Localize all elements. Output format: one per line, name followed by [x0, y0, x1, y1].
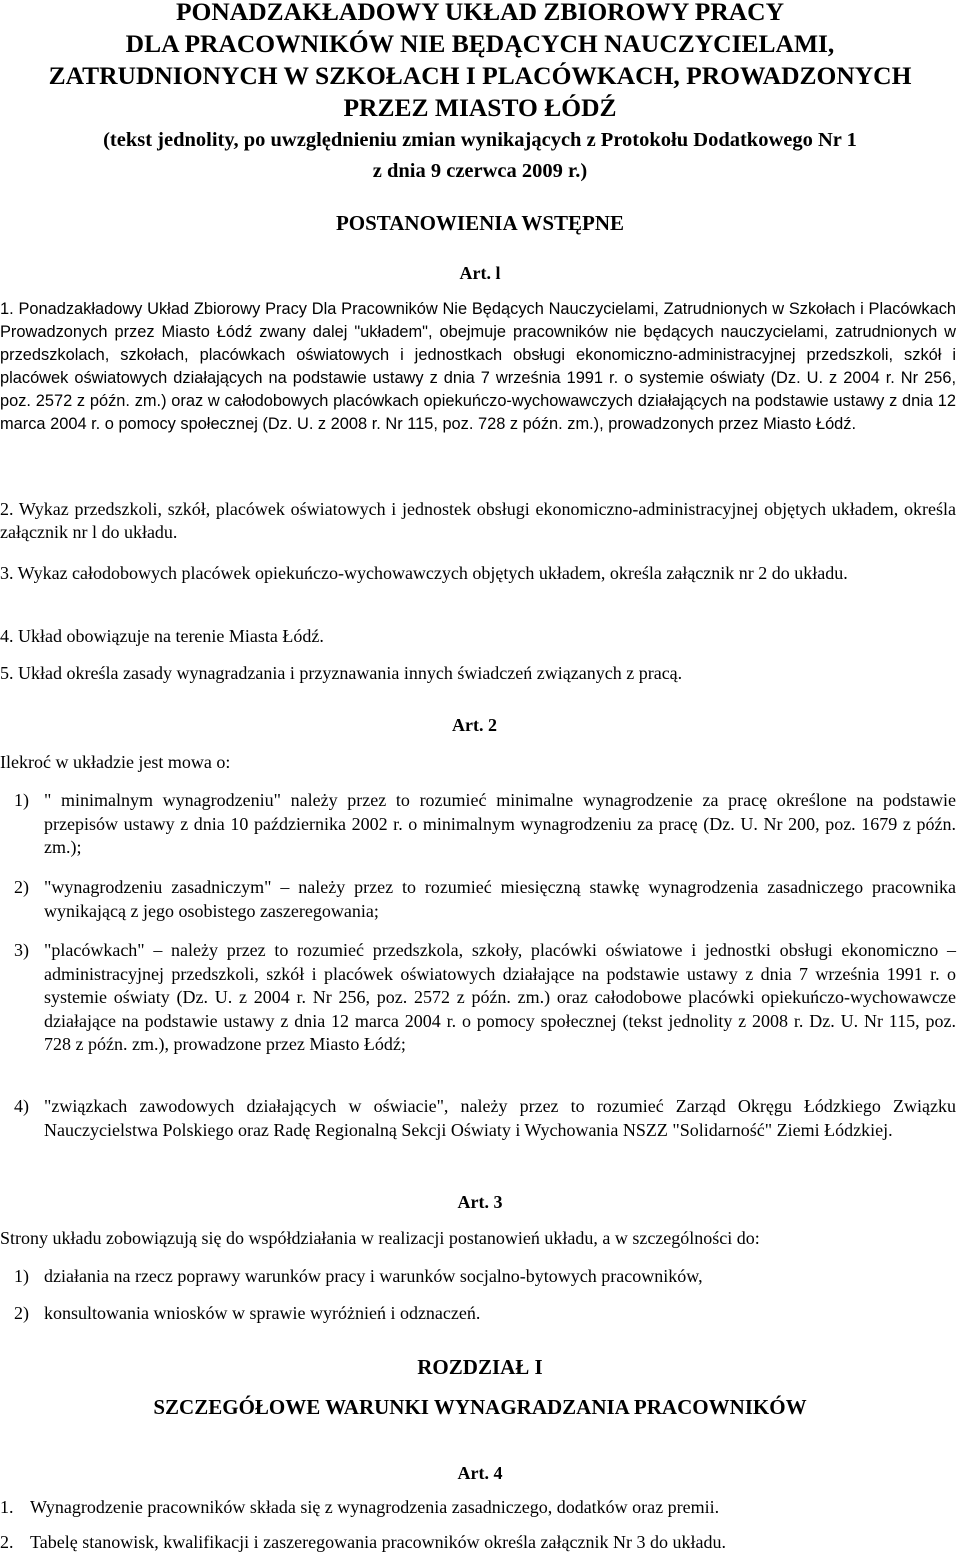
article-1-paragraph-4-text: 4. Układ obowiązuje na terenie Miasta Łódź. [0, 626, 324, 646]
article-2-heading: Art. 2 [452, 715, 497, 735]
article-2-intro: Ilekroć w układzie jest mowa o: [0, 752, 231, 772]
article-2-item-4-number: 4) [14, 1096, 29, 1116]
article-2-item-2-text: "wynagrodzeniu zasadniczym" – należy przez to rozumieć miesięczną stawkę wynagrodzenia zasadniczego pracownika wynikającą z jego osobistego zaszeregowania; [44, 877, 956, 921]
chapter-heading: ROZDZIAŁ I [417, 1355, 543, 1379]
document-title-line-3: ZATRUDNIONYCH W SZKOŁACH I PLACÓWKACH, PROWADZONYCH [48, 61, 912, 90]
article-2-item-1-text: " minimalnym wynagrodzeniu" należy przez to rozumieć minimalne wynagrodzenie za pracę określone na podstawie przepisów ustawy z dnia 10 października 2002 r. o minimalnym wynagrodzeniu za pracę (Dz. U. Nr 200, poz. 1679 z późn. zm.); [44, 790, 956, 857]
chapter-title: SZCZEGÓŁOWE WARUNKI WYNAGRADZANIA PRACOWNIKÓW [153, 1395, 807, 1419]
article-3-intro: Strony układu zobowiązują się do współdziałania w realizacji postanowień układu, a w szczególności do: [0, 1228, 760, 1248]
article-2-item-1-number: 1) [14, 790, 29, 810]
article-4-item-1 [0, 1496, 956, 1520]
article-1-paragraph-1-text: 1. Ponadzakładowy Układ Zbiorowy Pracy Dla Pracowników Nie Będących Nauczycielami, Zatrudnionych w Szkołach i Placówkach Prowadzonych przez Miasto Łódź zwany dalej "układem", obejmuje pracowników nie będących nauczycielami, zatrudnionych w przedszkolach, szkołach, placówkach oświatowych i jednostkach obsługi ekonomiczno-administracyjnej przedszkoli, szkół i placówek oświatowych działających na podstawie ustawy z dnia 7 września 1991 r. o systemie oświaty (Dz. U. z 2004 r. Nr 256, poz. 2572 z późn. zm.) oraz w całodobowych placówkach opiekuńczo-wychowawczych działających na podstawie ustawy z dnia 12 marca 2004 r. o pomocy społecznej (Dz. U. z 2008 r. Nr 115, poz. 728 z późn. zm.), prowadzonych przez Miasto Łódź. [0, 300, 956, 433]
document-title-line-2: DLA PRACOWNIKÓW NIE BĘDĄCYCH NAUCZYCIELAMI, [125, 29, 835, 58]
article-1-paragraph-2 [0, 498, 956, 544]
article-4-item-2-text: Tabelę stanowisk, kwalifikacji i zaszeregowania pracowników określa załącznik Nr 3 do układu. [30, 1532, 726, 1552]
article-2-item-3-text: "placówkach" – należy przez to rozumieć przedszkola, szkoły, placówki oświatowe i jednostki obsługi ekonomiczno – administracyjnej przedszkoli, szkół i placówek oświatowych działające na podstawie ustawy z dnia 7 września 1991 r. o systemie oświaty (Dz. U. z 2004 r. Nr 256, poz. 2572 z późn. zm.) oraz całodobowe placówki opiekuńczo-wychowawcze działające na podstawie ustawy z dnia 12 marca 2004 r. o pomocy społecznej (tekst jednolity z 2008 r. Dz. U. Nr 115, poz. 728 z późn. zm.), prowadzone przez Miasto Łódź; [44, 940, 956, 1054]
document-subtitle-line-2: z dnia 9 czerwca 2009 r.) [372, 160, 588, 182]
article-3-heading: Art. 3 [457, 1192, 503, 1212]
document-subtitle-line-1: (tekst jednolity, po uwzględnieniu zmian wynikających z Protokołu Dodatkowego Nr 1 [103, 129, 857, 151]
article-1-heading: Art. l [459, 263, 501, 283]
article-2-item-2 [14, 876, 956, 923]
document-title-line-1: PONADZAKŁADOWY UKŁAD ZBIOROWY PRACY [175, 0, 784, 26]
article-3-item-2 [14, 1302, 956, 1326]
article-3-item-1 [14, 1265, 956, 1289]
article-2-item-1 [14, 789, 956, 860]
article-1-paragraph-5-text: 5. Układ określa zasady wynagradzania i przyznawania innych świadczeń związanych z pracą. [0, 663, 683, 683]
article-1-paragraph-3 [0, 562, 956, 585]
article-3-item-1-number: 1) [14, 1266, 29, 1286]
article-3-item-1-text: działania na rzecz poprawy warunków pracy i warunków socjalno-bytowych pracowników, [44, 1266, 703, 1286]
article-1-paragraph-1 [0, 298, 956, 435]
article-4-item-1-number: 1. [0, 1497, 14, 1517]
article-1-paragraph-3-text: 3. Wykaz całodobowych placówek opiekuńczo-wychowawczych objętych układem, określa załącznik nr 2 do układu. [0, 563, 848, 583]
article-4-item-2 [0, 1531, 956, 1555]
article-1-paragraph-2-text: 2. Wykaz przedszkoli, szkół, placówek oświatowych i jednostek obsługi ekonomiczno-administracyjnej objętych układem, określa załącznik nr l do układu. [0, 499, 956, 542]
article-2-item-2-number: 2) [14, 877, 29, 897]
article-4-item-2-number: 2. [0, 1532, 14, 1552]
section-heading: POSTANOWIENIA WSTĘPNE [335, 211, 625, 235]
article-2-item-3 [14, 939, 956, 1057]
article-4-item-1-text: Wynagrodzenie pracowników składa się z wynagrodzenia zasadniczego, dodatków oraz premii. [30, 1497, 720, 1517]
article-2-item-4-text: "związkach zawodowych działających w oświacie", należy przez to rozumieć Zarząd Okręgu Łódzkiego Związku Nauczycielstwa Polskiego oraz Radę Regionalną Sekcji Oświaty i Wychowania NSZZ "Solidarność" Ziemi Łódzkiej. [44, 1096, 956, 1140]
article-2-item-3-number: 3) [14, 940, 29, 960]
article-3-item-2-number: 2) [14, 1303, 29, 1323]
document-title-line-4: PRZEZ MIASTO ŁÓDŹ [343, 93, 617, 122]
article-2-item-4 [14, 1095, 956, 1142]
article-3-item-2-text: konsultowania wniosków w sprawie wyróżnień i odznaczeń. [44, 1303, 481, 1323]
article-1-paragraph-4 [0, 625, 956, 648]
article-4-heading: Art. 4 [457, 1463, 503, 1483]
article-1-paragraph-5 [0, 662, 956, 685]
